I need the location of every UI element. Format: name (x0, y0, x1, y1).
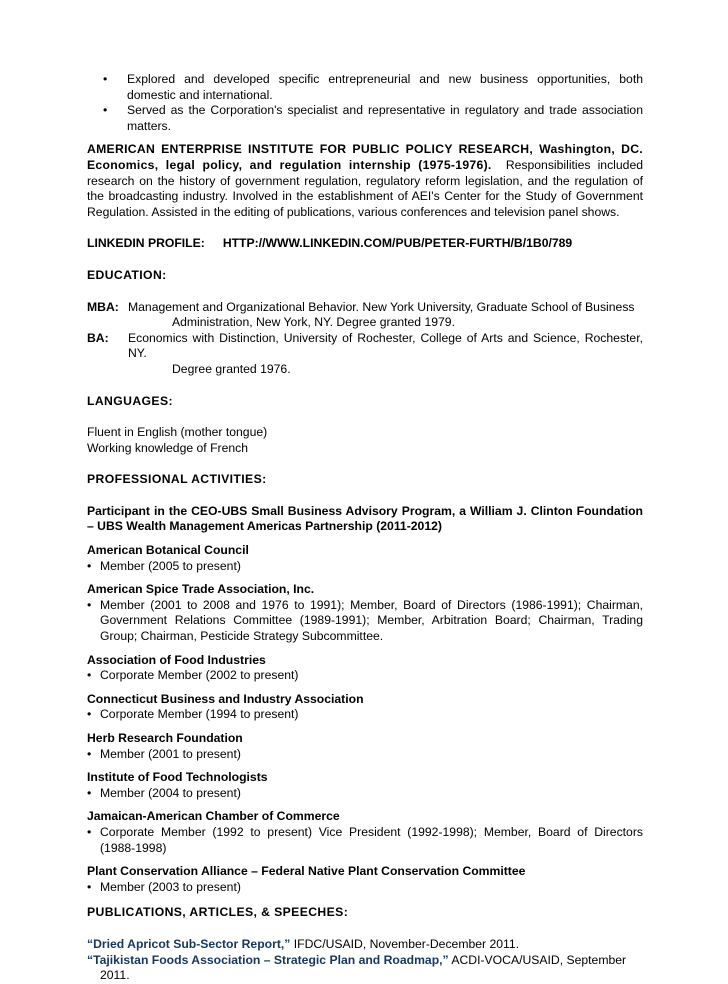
aei-entry (87, 142, 643, 220)
org-detail: • Member (2001 to present) (87, 746, 241, 761)
linkedin-link[interactable]: HTTP://WWW.LINKEDIN.COM/PUB/PETER-FURTH/B/1B0/789 (222, 236, 573, 251)
linkedin-label: LINKEDIN PROFILE: (87, 236, 205, 251)
org-name: Institute of Food Technologists (87, 770, 268, 785)
list-item (87, 731, 643, 762)
org-name: American Botanical Council (87, 543, 249, 558)
bullet-icon: • (87, 668, 92, 683)
degree-continued: Administration, New York, NY. Degree granted 1979. (172, 315, 455, 330)
list-item (87, 653, 643, 684)
degree-text: Economics with Distinction, University of Rochester, College of Arts and Science, Rochester, NY. (128, 330, 643, 361)
linkedin-profile (87, 236, 643, 252)
experience-bullets (87, 72, 643, 134)
bullet-icon: • (87, 597, 92, 612)
degree-label: BA: (87, 330, 109, 345)
aei-body: Responsibilities included research on the history of government regulation, regulatory reform legislation, and the regulation of the broadcasting industry. Involved in the establishment of AEI's Center for the Study of Government Regulation. Assisted in the editing of publications, various conferences and television panel shows. (87, 157, 643, 219)
bullet-icon: • (87, 558, 92, 573)
org-detail: • Corporate Member (1992 to present) Vice President (1992-1998); Member, Board of Directors (1988-1998) (87, 824, 643, 855)
list-item (87, 809, 643, 856)
list-item: • Served as the Corporation's specialist and representative in regulatory and trade association matters. (103, 103, 643, 133)
list-item (87, 582, 643, 644)
language-item: Working knowledge of French (87, 440, 249, 455)
languages-heading: LANGUAGES: (87, 393, 173, 408)
degree-label: MBA: (87, 299, 119, 314)
activities-intro: Participant in the CEO-UBS Small Business Advisory Program, a William J. Clinton Foundation – UBS Wealth Management Americas Partnership (2011-2012) (87, 503, 643, 534)
org-detail: • Member (2005 to present) (87, 558, 241, 573)
publication-item (87, 937, 643, 953)
org-name: Association of Food Industries (87, 652, 266, 667)
bullet-icon: • (103, 72, 108, 86)
degree-ba (87, 331, 643, 362)
language-item: Fluent in English (mother tongue) (87, 425, 268, 440)
list-item (87, 692, 643, 723)
publication-title: “Dried Apricot Sub-Sector Report,” (87, 936, 291, 951)
publication-detail: ACDI-VOCA/USAID, September 2011. (100, 952, 627, 983)
bullet-icon: • (87, 879, 92, 894)
org-detail: • Member (2004 to present) (87, 785, 241, 800)
publication-item (87, 953, 643, 984)
resume-page (87, 72, 643, 984)
org-detail: • Member (2001 to 2008 and 1976 to 1991); Member, Board of Directors (1986-1991); Chairman, Government Relations Committee (1989-1991); Member, Arbitration Board; Chairman, Trading Group; Chairman, Pesticide Strategy Subcommittee. (87, 597, 643, 644)
org-name: Connecticut Business and Industry Association (87, 691, 364, 706)
education-heading: EDUCATION: (87, 267, 167, 282)
degree-continued: Degree granted 1976. (172, 361, 291, 376)
bullet-icon: • (87, 707, 92, 722)
org-name: Plant Conservation Alliance – Federal Native Plant Conservation Committee (87, 864, 526, 879)
publication-detail: IFDC/USAID, November-December 2011. (290, 936, 520, 951)
publications-heading: PUBLICATIONS, ARTICLES, & SPEECHES: (87, 905, 349, 920)
aei-title: AMERICAN ENTERPRISE INSTITUTE FOR PUBLIC POLICY RESEARCH, Washington, DC. Economics, legal policy, and regulation internship (1975-1976). (87, 142, 643, 172)
list-item (87, 770, 643, 801)
bullet-icon: • (87, 785, 92, 800)
org-detail: • Corporate Member (1994 to present) (87, 707, 299, 722)
activities-heading: PROFESSIONAL ACTIVITIES: (87, 472, 267, 487)
org-list (87, 543, 643, 895)
degree-mba (87, 300, 643, 316)
org-name: American Spice Trade Association, Inc. (87, 582, 315, 597)
list-item: • Explored and developed specific entrepreneurial and new business opportunities, both domestic and international. (103, 72, 643, 102)
list-item (87, 864, 643, 895)
org-name: Jamaican-American Chamber of Commerce (87, 809, 340, 824)
org-detail: • Member (2003 to present) (87, 879, 241, 894)
degree-text: Management and Organizational Behavior. New York University, Graduate School of Business (128, 299, 635, 314)
publication-title: “Tajikistan Foods Association – Strategic Plan and Roadmap,” (87, 952, 449, 967)
bullet-icon: • (103, 103, 108, 118)
bullet-icon: • (87, 746, 92, 761)
org-detail: • Corporate Member (2002 to present) (87, 668, 299, 683)
list-item (87, 543, 643, 574)
bullet-icon: • (87, 824, 92, 839)
org-name: Herb Research Foundation (87, 731, 243, 745)
